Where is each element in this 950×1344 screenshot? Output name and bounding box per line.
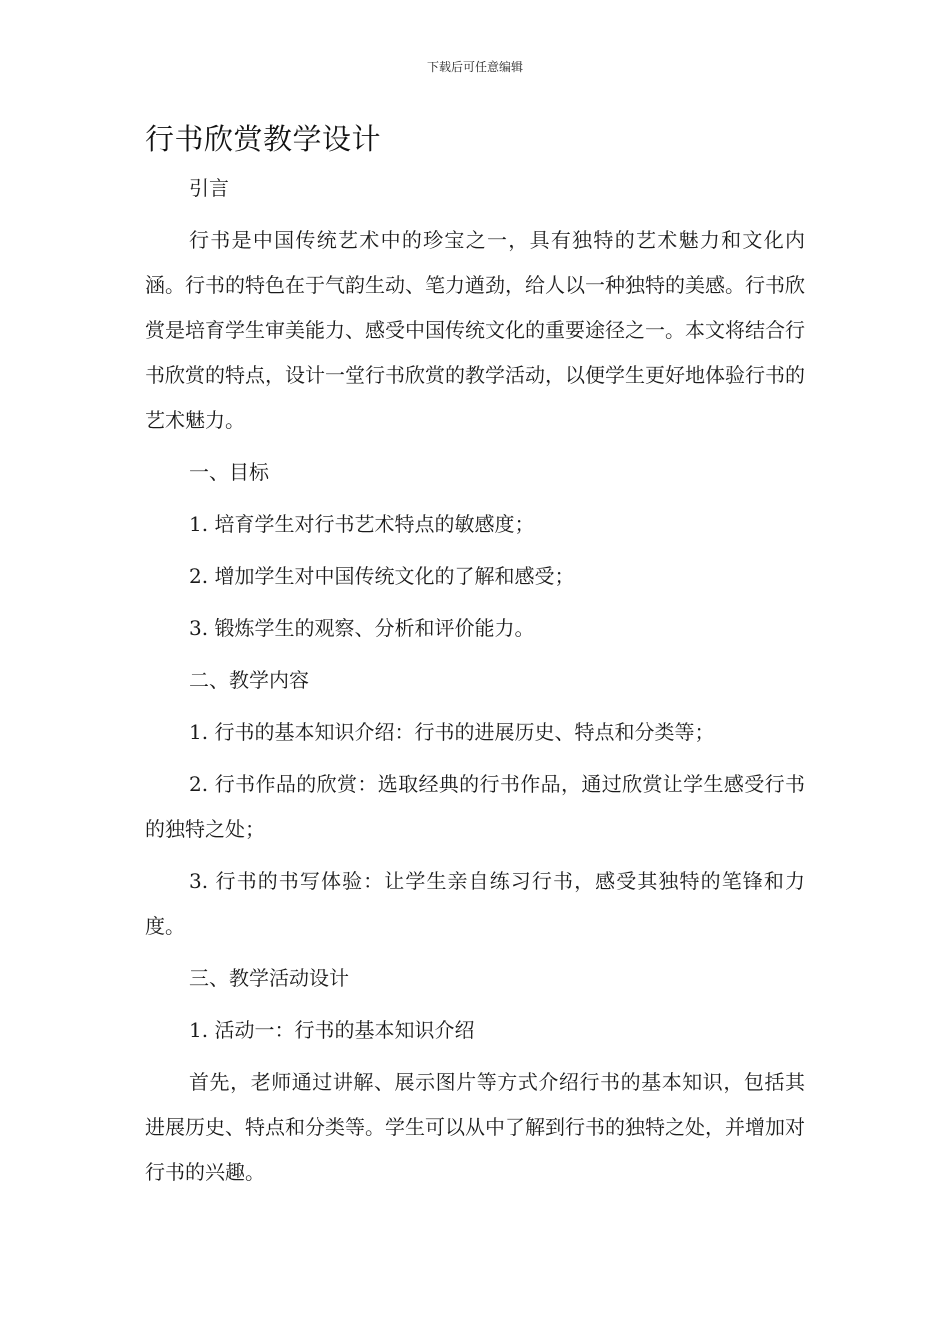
list-item: 1. 行书的基本知识介绍：行书的进展历史、特点和分类等； — [189, 720, 715, 744]
list-item: 1. 活动一：行书的基本知识介绍 — [189, 1018, 475, 1042]
list-item: 1. 培育学生对行书艺术特点的敏感度； — [189, 512, 535, 536]
list-item: 3. 锻炼学生的观察、分析和评价能力。 — [189, 616, 535, 640]
section-heading-activities: 三、教学活动设计 — [189, 966, 349, 990]
paragraph-intro-heading: 引言 — [189, 176, 229, 200]
page-header: 下载后可任意编辑 — [426, 60, 523, 74]
list-item: 2. 增加学生对中国传统文化的了解和感受； — [189, 564, 575, 588]
document-body — [145, 166, 805, 1202]
list-item: 3. 行书的书写体验：让学生亲自练习行书，感受其独特的笔锋和力度。 — [145, 869, 805, 938]
section-heading-content: 二、教学内容 — [189, 668, 309, 692]
paragraph-intro: 行书是中国传统艺术中的珍宝之一，具有独特的艺术魅力和文化内涵。行书的特色在于气韵生动、笔力遒劲，给人以一种独特的美感。行书欣赏是培育学生审美能力、感受中国传统文化的重要途径之一。本文将结合行书欣赏的特点，设计一堂行书欣赏的教学活动，以便学生更好地体验行书的艺术魅力。 — [145, 228, 805, 432]
paragraph-activity-one: 首先，老师通过讲解、展示图片等方式介绍行书的基本知识，包括其进展历史、特点和分类等。学生可以从中了解到行书的独特之处，并增加对行书的兴趣。 — [145, 1070, 805, 1184]
document-title: 行书欣赏教学设计 — [145, 122, 382, 156]
list-item: 2. 行书作品的欣赏：选取经典的行书作品，通过欣赏让学生感受行书的独特之处； — [145, 772, 805, 841]
section-heading-goals: 一、目标 — [189, 460, 269, 484]
